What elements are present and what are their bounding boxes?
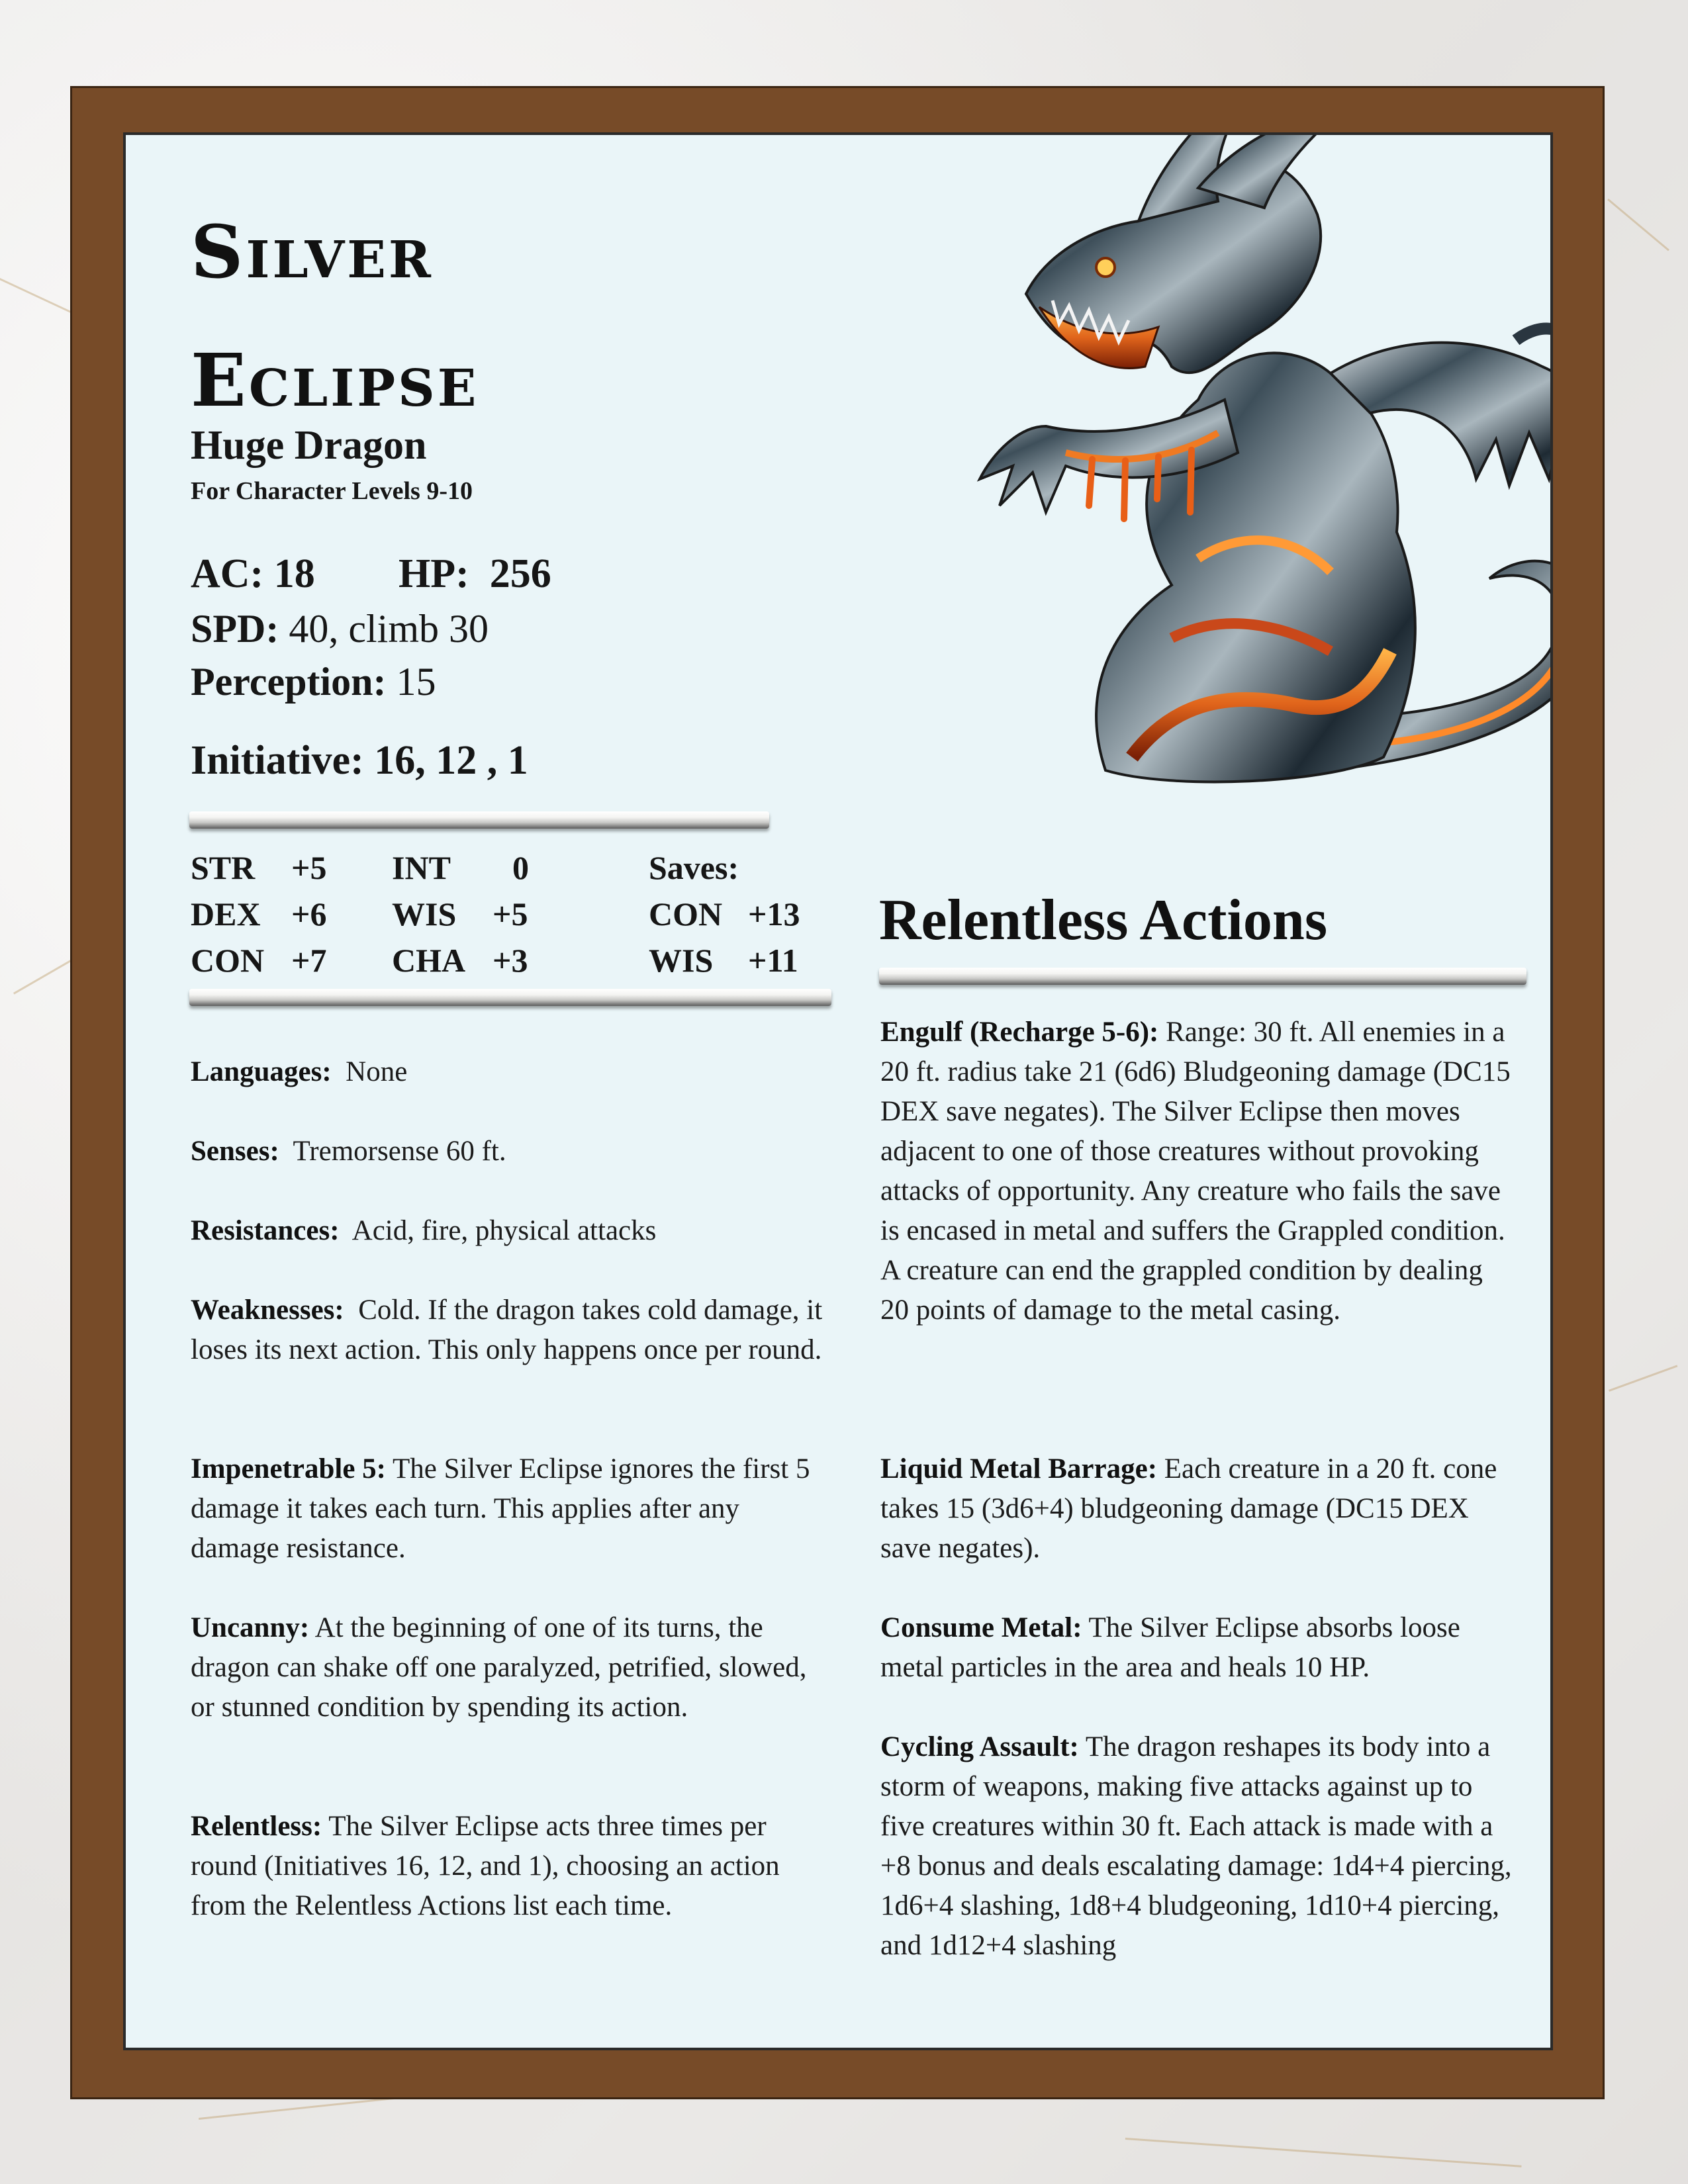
trait-senses (191, 1132, 826, 1171)
ability-cha (392, 937, 528, 983)
ability-name: INT (392, 849, 451, 886)
ability-mod: 0 (512, 849, 529, 886)
trait-label: Relentless: (191, 1811, 322, 1842)
marble-vein (1125, 2138, 1522, 2167)
action-label: Cycling Assault: (880, 1731, 1079, 1762)
action-liquid-metal-barrage (880, 1449, 1516, 1569)
action-label: Consume Metal: (880, 1612, 1082, 1643)
trait-label: Senses: (191, 1136, 279, 1167)
ability-name: WIS (392, 895, 457, 933)
title-line-2: Eclipse (191, 338, 479, 423)
ability-name: CON (191, 942, 265, 979)
ability-con (191, 937, 327, 983)
trait-text: The Silver Eclipse ignores the first 5 damage it takes each turn. This applies after any damage resistance. (191, 1453, 810, 1564)
divider-bar-actions (879, 968, 1526, 985)
perception (191, 659, 436, 705)
trait-uncanny (191, 1608, 826, 1727)
divider-bar-bottom (189, 989, 831, 1006)
perception-label: Perception: (191, 660, 387, 704)
spd-label: SPD: (191, 607, 279, 651)
trait-label: Uncanny: (191, 1612, 310, 1643)
ability-mod: +5 (291, 849, 327, 886)
marble-vein (1607, 199, 1669, 251)
ability-dex (191, 891, 327, 937)
trait-label: Resistances: (191, 1215, 340, 1246)
dragon-head (1026, 132, 1344, 373)
armor-class (191, 551, 315, 598)
trait-weaknesses (191, 1291, 826, 1370)
ability-int (392, 844, 529, 891)
creature-type: Huge Dragon (191, 423, 427, 468)
ability-wis (392, 891, 528, 937)
save-con (649, 891, 800, 937)
action-label: Engulf (Recharge 5-6): (880, 1017, 1159, 1048)
ability-mod: +3 (492, 942, 528, 979)
ability-name: STR (191, 849, 256, 886)
relentless-actions-heading: Relentless Actions (879, 888, 1328, 952)
save-name: WIS (649, 942, 714, 979)
action-label: Liquid Metal Barrage: (880, 1453, 1158, 1484)
dragon-body (1096, 353, 1415, 782)
action-text: The Silver Eclipse absorbs loose metal particles in the area and heals 10 HP. (880, 1612, 1460, 1683)
creature-title (191, 188, 886, 445)
ability-mod: +5 (492, 895, 528, 933)
perception-value: 15 (396, 660, 436, 704)
stat-block-panel (123, 132, 1553, 2050)
action-consume-metal (880, 1608, 1516, 1688)
ability-name: CHA (392, 942, 466, 979)
save-mod: +11 (748, 942, 798, 979)
title-line-1: Silver (191, 209, 434, 295)
marble-vein (0, 278, 72, 313)
trait-text: Tremorsense 60 ft. (293, 1136, 506, 1167)
ability-mod: +7 (291, 942, 327, 979)
action-cycling-assault (880, 1727, 1516, 1966)
ability-mod: +6 (291, 895, 327, 933)
ac-label: AC: (191, 551, 264, 596)
action-engulf (880, 1013, 1516, 1330)
marble-vein (1609, 1365, 1677, 1391)
trait-text: The Silver Eclipse acts three times per round (Initiatives 16, 12, and 1), choosing an action from the Relentless Actions list each time. (191, 1811, 780, 1921)
action-text: The dragon reshapes its body into a storm of weapons, making five attacks against up to five creatures within 30 ft. Each attack is made with a +8 bonus and deals escalating damage: 1d4+4 piercing, 1d6+4 slashing, 1d8+4 bludgeoning, 1d10+4 piercing, and 1d12+4 slashing (880, 1731, 1512, 1961)
trait-text: None (346, 1056, 408, 1087)
trait-label: Weaknesses: (191, 1295, 344, 1326)
save-mod: +13 (748, 895, 800, 933)
trait-text: Cold. If the dragon takes cold damage, it loses its next action. This only happens once per round. (191, 1295, 823, 1365)
initiative (191, 737, 528, 784)
initiative-value: 16, 12 , 1 (374, 738, 528, 783)
save-name: CON (649, 895, 723, 933)
initiative-label: Initiative: (191, 738, 364, 783)
dragon-illustration (827, 132, 1553, 837)
ability-name: DEX (191, 895, 261, 933)
divider-bar-top (189, 811, 769, 829)
saves-label: Saves: (649, 849, 739, 886)
speed (191, 606, 489, 652)
trait-label: Languages: (191, 1056, 332, 1087)
trait-resistances (191, 1211, 826, 1251)
marble-vein (13, 960, 71, 995)
hp-value: 256 (489, 551, 551, 596)
action-text: Range: 30 ft. All enemies in a 20 ft. radius take 21 (6d6) Bludgeoning damage (DC15 DEX save negates). The Silver Eclipse then moves adjacent to one of those creatures without provoking attacks of opportunity. Any creature who fails the save is encased in metal and suffers the Grappled condition. A creature can end the grappled condition by dealing 20 points of damage to the metal casing. (880, 1017, 1511, 1326)
trait-languages (191, 1052, 826, 1092)
trait-impenetrable (191, 1449, 826, 1569)
save-wis (649, 937, 798, 983)
character-levels: For Character Levels 9-10 (191, 477, 473, 505)
ability-str (191, 844, 327, 891)
spd-value: 40, climb 30 (289, 607, 489, 651)
trait-label: Impenetrable 5: (191, 1453, 386, 1484)
trait-relentless (191, 1807, 826, 1926)
action-text: Each creature in a 20 ft. cone takes 15 (3d6+4) bludgeoning damage (DC15 DEX save negates). (880, 1453, 1497, 1564)
ac-value: 18 (273, 551, 315, 596)
trait-text: Acid, fire, physical attacks (352, 1215, 657, 1246)
trait-text: At the beginning of one of its turns, the dragon can shake off one paralyzed, petrified, slowed, or stunned condition by spending its action. (191, 1612, 807, 1723)
hp-label: HP: (399, 551, 469, 596)
hit-points (399, 551, 551, 598)
